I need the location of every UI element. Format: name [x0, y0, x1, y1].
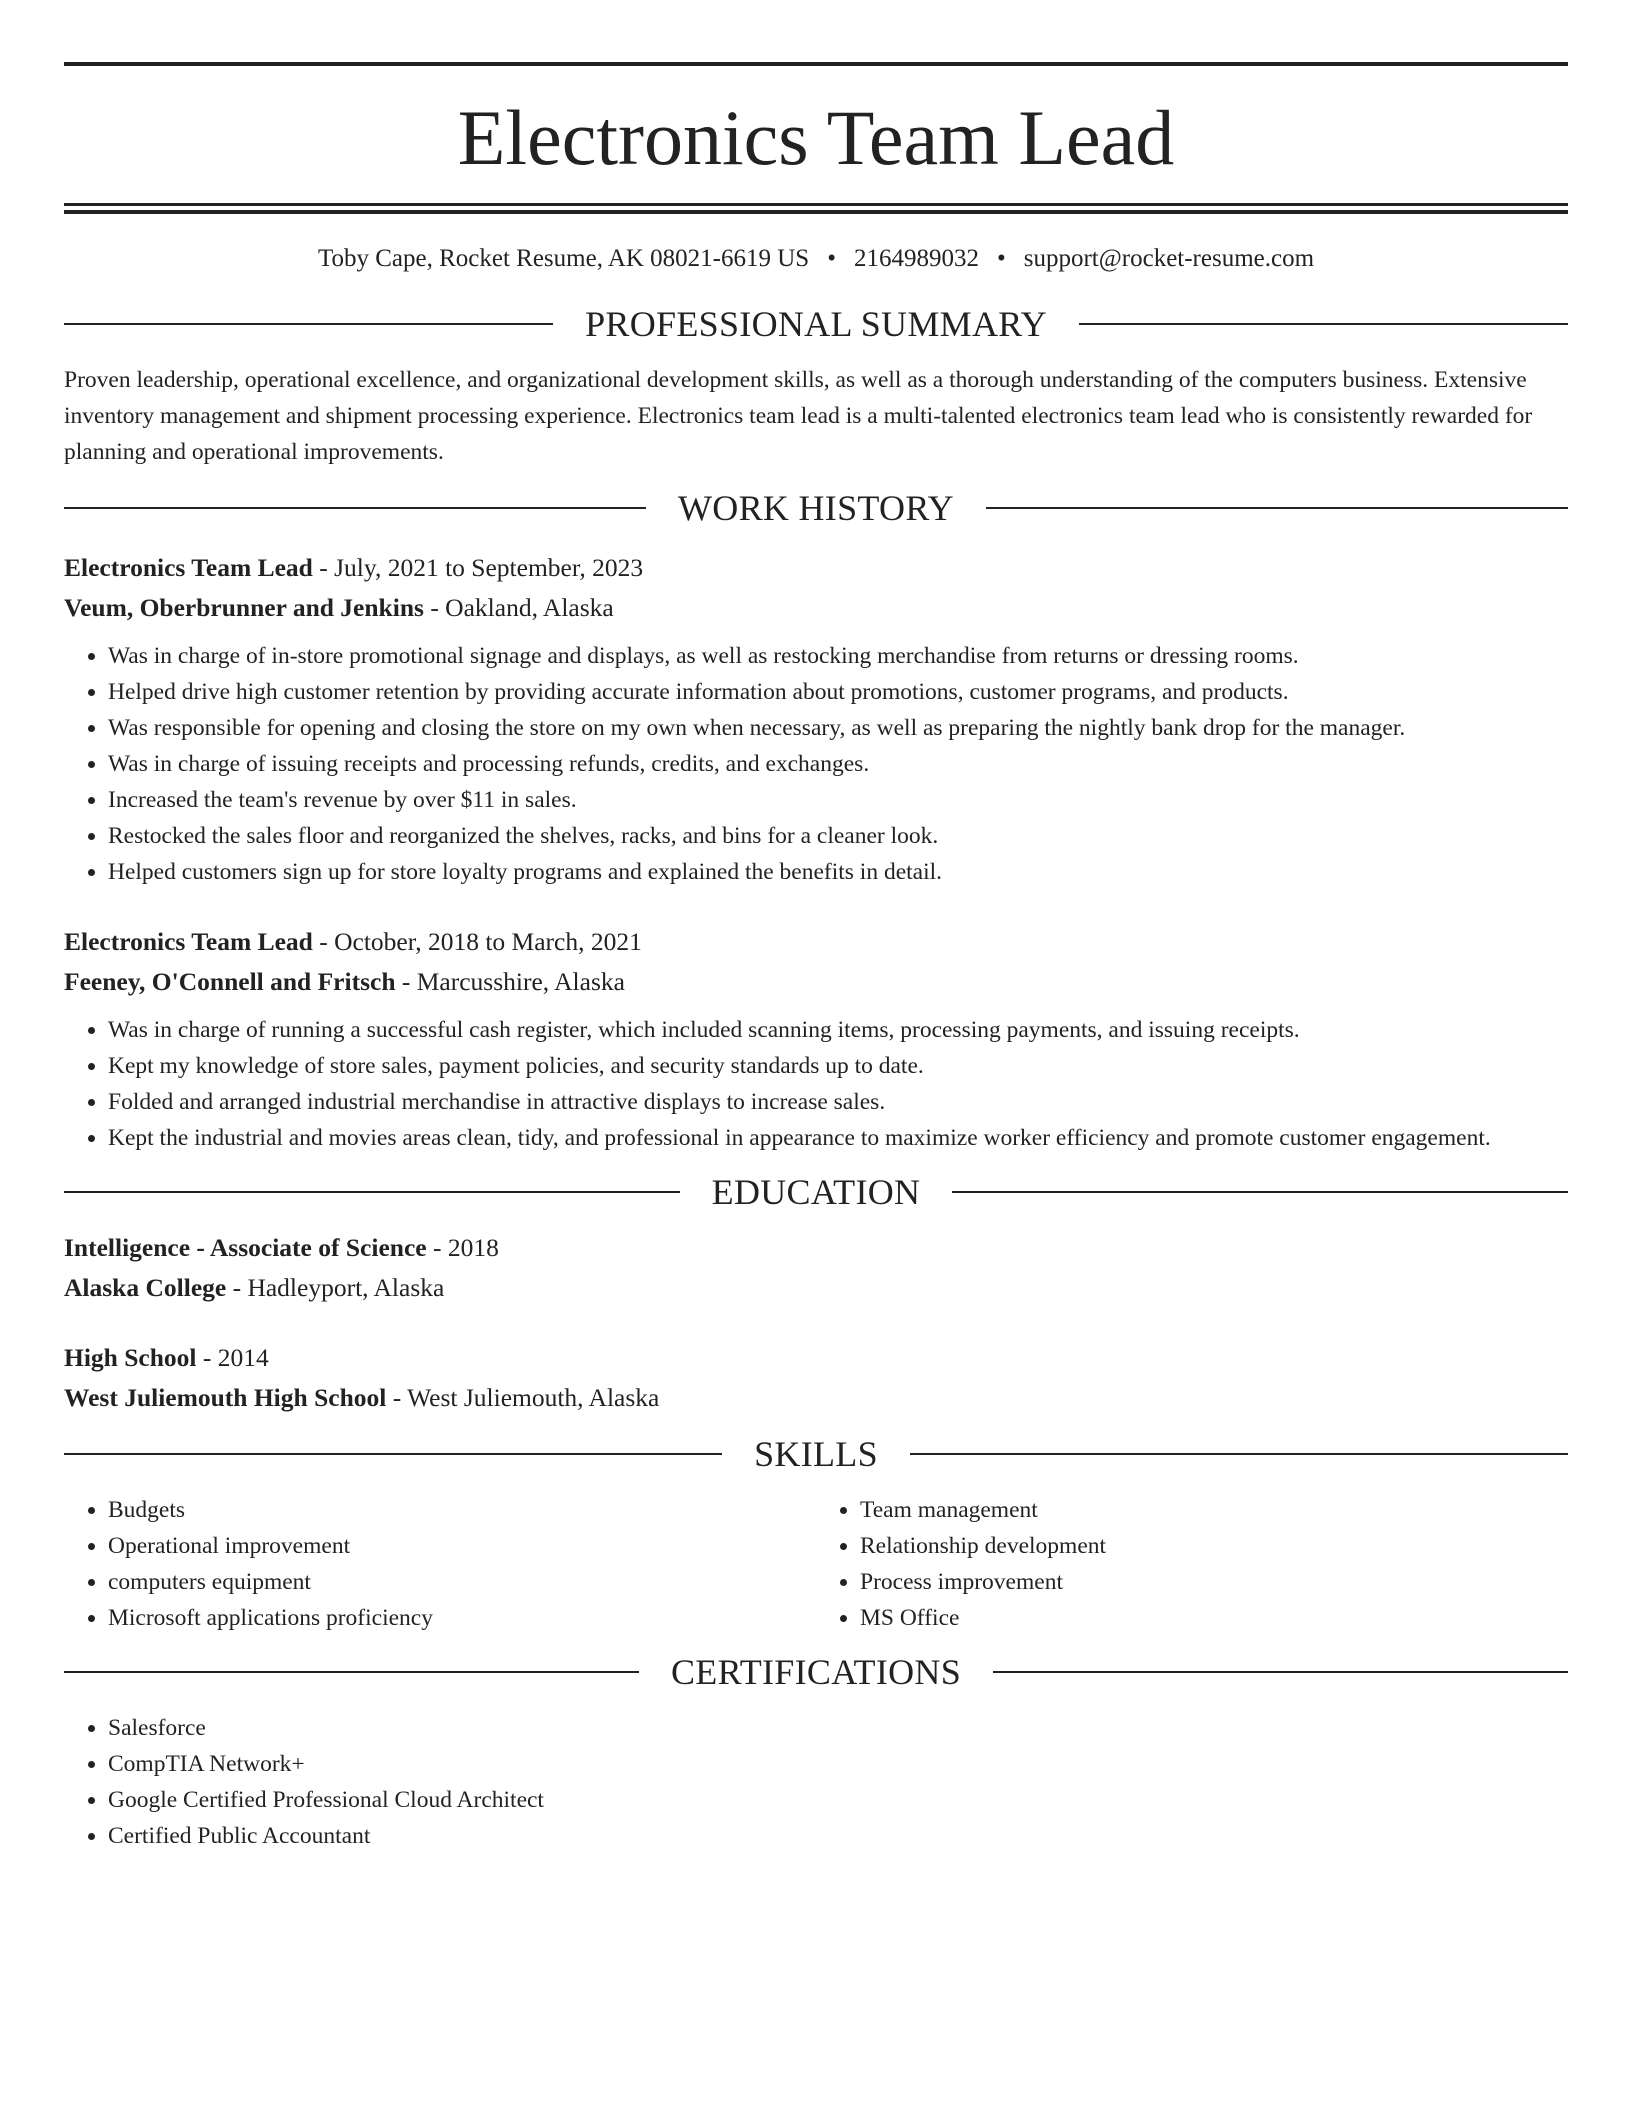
certification-item: • Certified Public Accountant [108, 1818, 1568, 1854]
header-double-rule [64, 203, 1568, 214]
job-entry [64, 548, 1568, 890]
job-location: - Oakland, Alaska [423, 593, 614, 622]
section-title: WORK HISTORY [678, 488, 954, 528]
contact-separator: • [827, 245, 836, 272]
education-school: West Juliemouth High School [64, 1383, 387, 1412]
section-heading-certifications [64, 1654, 1568, 1690]
education-year: - 2014 [196, 1343, 269, 1372]
certifications-block [64, 1710, 1568, 1854]
header-top-rule [64, 62, 1568, 66]
heading-rule [64, 1191, 680, 1193]
skill-item: • computers equipment [108, 1564, 816, 1600]
job-company: Feeney, O'Connell and Fritsch [64, 967, 396, 996]
contact-address: Toby Cape, Rocket Resume, AK 08021-6619 US [317, 245, 810, 272]
job-bullet: • Helped drive high customer retention by providing accurate information about promotions, customer programs, and products. [108, 674, 1568, 710]
section-heading-summary [64, 306, 1568, 342]
skill-item: • Team management [860, 1492, 1568, 1528]
job-bullet: • Was in charge of in-store promotional signage and displays, as well as restocking merchandise from returns or dressing rooms. [108, 638, 1568, 674]
skills-list-right [816, 1492, 1568, 1636]
section-heading-skills [64, 1436, 1568, 1472]
certifications-list [64, 1710, 1568, 1854]
section-heading-work-history [64, 490, 1568, 526]
job-location: - Marcusshire, Alaska [395, 967, 625, 996]
job-company: Veum, Oberbrunner and Jenkins [64, 593, 424, 622]
job-bullets [64, 1012, 1568, 1156]
education-location: - West Juliemouth, Alaska [386, 1383, 660, 1412]
section-title: CERTIFICATIONS [670, 1652, 962, 1692]
skills-list-left [64, 1492, 816, 1636]
contact-email: support@rocket-resume.com [1023, 245, 1315, 272]
certification-item: • Salesforce [108, 1710, 1568, 1746]
job-company-line [64, 962, 1568, 1002]
section-title: SKILLS [754, 1434, 878, 1474]
job-bullet: • Kept my knowledge of store sales, payment policies, and security standards up to date. [108, 1048, 1568, 1084]
education-school: Alaska College [64, 1273, 227, 1302]
heading-rule [986, 507, 1568, 509]
heading-rule [64, 1453, 722, 1455]
skill-item: • Relationship development [860, 1528, 1568, 1564]
skill-item: • Microsoft applications proficiency [108, 1600, 816, 1636]
job-title: Electronics Team Lead [64, 927, 313, 956]
education-degree: Intelligence - Associate of Science [64, 1233, 427, 1262]
job-bullet: • Was in charge of issuing receipts and processing refunds, credits, and exchanges. [108, 746, 1568, 782]
job-bullet: • Folded and arranged industrial merchandise in attractive displays to increase sales. [108, 1084, 1568, 1120]
heading-rule [993, 1671, 1568, 1673]
job-company-line [64, 588, 1568, 628]
job-title-line [64, 922, 1568, 962]
certification-item: • Google Certified Professional Cloud Architect [108, 1782, 1568, 1818]
job-bullet: • Was responsible for opening and closing the store on my own when necessary, as well as preparing the nightly bank drop for the manager. [108, 710, 1568, 746]
job-bullet: • Kept the industrial and movies areas clean, tidy, and professional in appearance to maximize worker efficiency and promote customer engagement. [108, 1120, 1568, 1156]
job-title-line [64, 548, 1568, 588]
summary-text: Proven leadership, operational excellence, and organizational development skills, as well as a thorough understanding of the computers business. Extensive inventory management and shipment processing experience. Electronics team lead is a multi-talented electronics team lead who is consistently rewarded for planning and operational improvements. [64, 367, 1533, 465]
heading-rule [64, 507, 646, 509]
skills-columns [64, 1492, 1568, 1636]
heading-rule [64, 323, 553, 325]
contact-separator: • [996, 245, 1006, 272]
education-school-line [64, 1268, 1568, 1308]
job-dates: - July, 2021 to September, 2023 [312, 553, 644, 582]
education-school-line [64, 1378, 1568, 1418]
heading-rule [64, 1671, 639, 1673]
skill-item: • MS Office [860, 1600, 1568, 1636]
job-bullet: • Helped customers sign up for store loyalty programs and explained the benefits in detail. [108, 854, 1568, 890]
education-degree-line [64, 1338, 1568, 1378]
section-title: EDUCATION [711, 1172, 921, 1212]
job-bullet: • Restocked the sales floor and reorganized the shelves, racks, and bins for a cleaner look. [108, 818, 1568, 854]
job-entry [64, 922, 1568, 1156]
education-entry [64, 1228, 1568, 1308]
heading-rule [910, 1453, 1568, 1455]
resume-name: Electronics Team Lead [457, 94, 1175, 181]
job-dates: - October, 2018 to March, 2021 [312, 927, 642, 956]
job-title: Electronics Team Lead [64, 553, 313, 582]
education-year: - 2018 [426, 1233, 499, 1262]
education-location: - Hadleyport, Alaska [226, 1273, 445, 1302]
education-entry [64, 1338, 1568, 1418]
job-bullet: • Was in charge of running a successful cash register, which included scanning items, processing payments, and issuing receipts. [108, 1012, 1568, 1048]
section-title: PROFESSIONAL SUMMARY [585, 304, 1047, 344]
education-degree: High School [64, 1343, 197, 1372]
job-bullets [64, 638, 1568, 890]
education-degree-line [64, 1228, 1568, 1268]
heading-rule [952, 1191, 1568, 1193]
skill-item: • Process improvement [860, 1564, 1568, 1600]
contact-phone: 2164989032 [853, 245, 979, 272]
job-bullet: • Increased the team's revenue by over $11 in sales. [108, 782, 1568, 818]
certification-item: • CompTIA Network+ [108, 1746, 1568, 1782]
contact-line [64, 244, 1568, 274]
heading-rule [1079, 323, 1568, 325]
skill-item: • Budgets [108, 1492, 816, 1528]
section-heading-education [64, 1174, 1568, 1210]
skill-item: • Operational improvement [108, 1528, 816, 1564]
